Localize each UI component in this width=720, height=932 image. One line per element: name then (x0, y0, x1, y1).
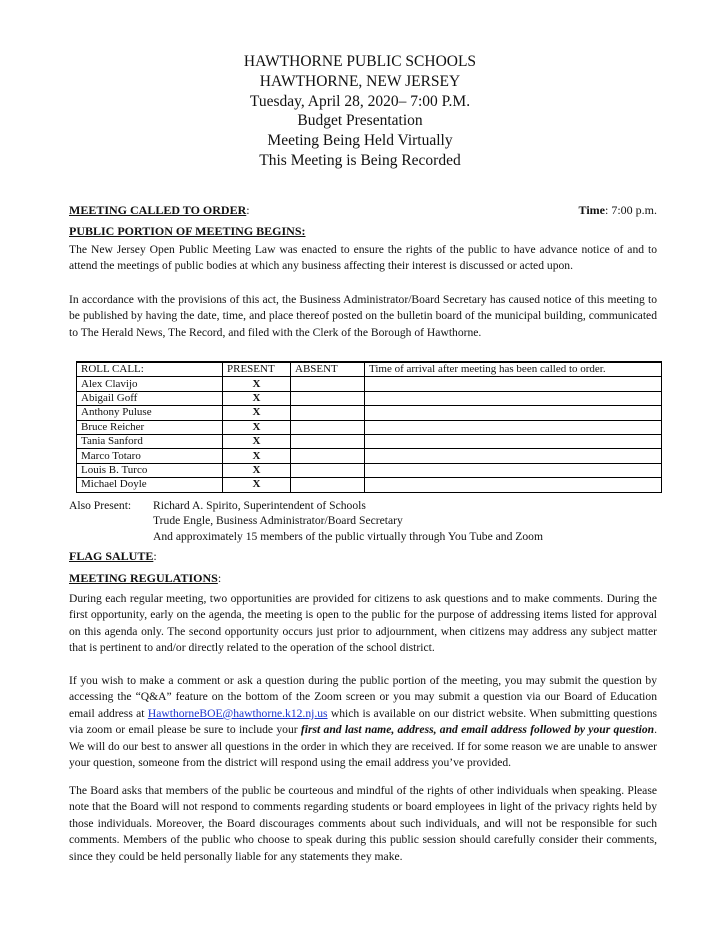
time-value: : 7:00 p.m. (604, 203, 657, 217)
roll-call-table (76, 361, 662, 493)
table-row (77, 406, 662, 420)
flag-salute-heading: FLAG SALUTE (69, 549, 154, 563)
document-header (0, 52, 720, 171)
regulations-paragraph-3: The Board asks that members of the public be courteous and mindful of the rights of other individuals when speaking. Please note that the Board will not respond to comments regarding students or board employees in light of the privacy rights held by those individuals. Moreover, the Board discourages comments about such individuals, and will not be responsible for such comments. Members of the public who choose to speak during this public session should carefully consider their comments, since they could be held personally liable for any statements they make. (69, 784, 657, 863)
called-to-order-heading: MEETING CALLED TO ORDER (69, 203, 247, 217)
arrival-time (365, 478, 662, 492)
table-row (77, 420, 662, 434)
required-info-emphasis: first and last name, address, and email address followed by your question (300, 723, 655, 737)
arrival-time (365, 420, 662, 434)
member-name: Alex Clavijo (77, 377, 223, 391)
regulations-heading: MEETING REGULATIONS (69, 571, 218, 585)
arrival-time (365, 406, 662, 420)
regulations-row (69, 571, 657, 586)
present-mark: X (223, 449, 291, 463)
also-present-line (69, 529, 543, 544)
arrival-time (365, 434, 662, 448)
absent-mark (291, 391, 365, 405)
arrival-time (365, 391, 662, 405)
submit-question-text: If you wish to make a comment or ask a question during the public portion of the meeting, you may submit the question by accessing the “Q&A” feature on the bottom of the Zoom screen or you may submit a question via our Board of Education email address at (69, 674, 657, 720)
meeting-time (579, 203, 657, 218)
table-row (77, 377, 662, 391)
also-present-line (69, 513, 543, 528)
absent-mark (291, 377, 365, 391)
roll-call-header-row (77, 362, 662, 377)
present-header: PRESENT (223, 362, 291, 377)
notice-paragraph: In accordance with the provisions of this act, the Business Administrator/Board Secretary has caused notice of this meeting to be published by having the date, time, and place thereof posted on the bulletin board of the municipal building, communicated to The Herald News, The Record, and filed with the Clerk of the Borough of Hawthorne. (69, 293, 657, 339)
open-meeting-law-paragraph: The New Jersey Open Public Meeting Law was enacted to ensure the rights of the public to have advance notice of and to attend the meetings of public bodies at which any business affecting their interest is discussed or acted upon. (69, 243, 657, 273)
member-name: Louis B. Turco (77, 463, 223, 477)
board-email-link[interactable]: HawthorneBOE@hawthorne.k12.nj.us (147, 706, 328, 720)
table-row (77, 391, 662, 405)
time-label: Time (578, 203, 605, 217)
absent-mark (291, 478, 365, 492)
also-present-label: Also Present: (69, 499, 132, 512)
table-row (77, 434, 662, 448)
also-present-line (69, 498, 543, 513)
submission-instructions-text: which is available on our district website. When submitting questions via zoom or email please be sure to include your (69, 706, 657, 737)
flag-salute-row (69, 549, 657, 564)
arrival-time (365, 463, 662, 477)
regulations-paragraph-1: During each regular meeting, two opportunities are provided for citizens to ask questions and to make comments. During the first opportunity, early on the agenda, the meeting is open to the public for the purpose of addressing items listed for approval on this agenda only. The second opportunity occurs just prior to adjournment, when citizens may address any subject matter that is pertinent to and/or directly related to the operation of the school district. (69, 592, 657, 655)
present-mark: X (223, 406, 291, 420)
header-location: HAWTHORNE, NEW JERSEY (259, 72, 461, 90)
header-date-time: Tuesday, April 28, 2020– 7:00 P.M. (249, 92, 471, 110)
present-mark: X (223, 420, 291, 434)
member-name: Anthony Puluse (77, 406, 223, 420)
attendee-business-admin: Trude Engle, Business Administrator/Board Secretary (153, 514, 403, 528)
present-mark: X (223, 377, 291, 391)
present-mark: X (223, 478, 291, 492)
public-portion-heading: PUBLIC PORTION OF MEETING BEGINS: (69, 224, 306, 238)
answer-order-text: . We will do our best to answer all questions in the order in which they are received. If for some reason we are unable to answer your question, someone from the district will respond using the email address you’ve provided. (69, 723, 658, 770)
header-district: HAWTHORNE PUBLIC SCHOOLS (243, 53, 477, 70)
regulations-colon: : (217, 571, 222, 585)
absent-mark (291, 434, 365, 448)
absent-mark (291, 449, 365, 463)
arrival-time (365, 377, 662, 391)
also-present-block (69, 498, 543, 544)
attendee-public: And approximately 15 members of the public virtually through You Tube and Zoom (153, 529, 543, 543)
absent-mark (291, 463, 365, 477)
called-to-order-row (69, 203, 657, 218)
present-mark: X (223, 391, 291, 405)
present-mark: X (223, 434, 291, 448)
member-name: Michael Doyle (77, 478, 223, 492)
attendee-superintendent: Richard A. Spirito, Superintendent of Schools (153, 499, 366, 512)
present-mark: X (223, 463, 291, 477)
table-row (77, 463, 662, 477)
member-name: Abigail Goff (77, 391, 223, 405)
public-portion-row (69, 224, 657, 239)
header-meeting-type: Budget Presentation (297, 112, 423, 130)
member-name: Bruce Reicher (77, 420, 223, 434)
member-name: Marco Totaro (77, 449, 223, 463)
arrival-time (365, 449, 662, 463)
arrival-header: Time of arrival after meeting has been called to order. (365, 362, 662, 377)
table-row (77, 478, 662, 492)
roll-call-header: ROLL CALL: (77, 362, 223, 377)
absent-mark (291, 406, 365, 420)
table-row (77, 449, 662, 463)
flag-salute-colon: : (153, 549, 157, 563)
absent-header: ABSENT (291, 362, 365, 377)
absent-mark (291, 420, 365, 434)
header-virtual-note: Meeting Being Held Virtually (267, 132, 453, 150)
called-to-order-colon: : (246, 203, 250, 217)
regulations-paragraph-2 (69, 673, 657, 771)
member-name: Tania Sanford (77, 434, 223, 448)
header-recording-note: This Meeting is Being Recorded (259, 151, 461, 169)
